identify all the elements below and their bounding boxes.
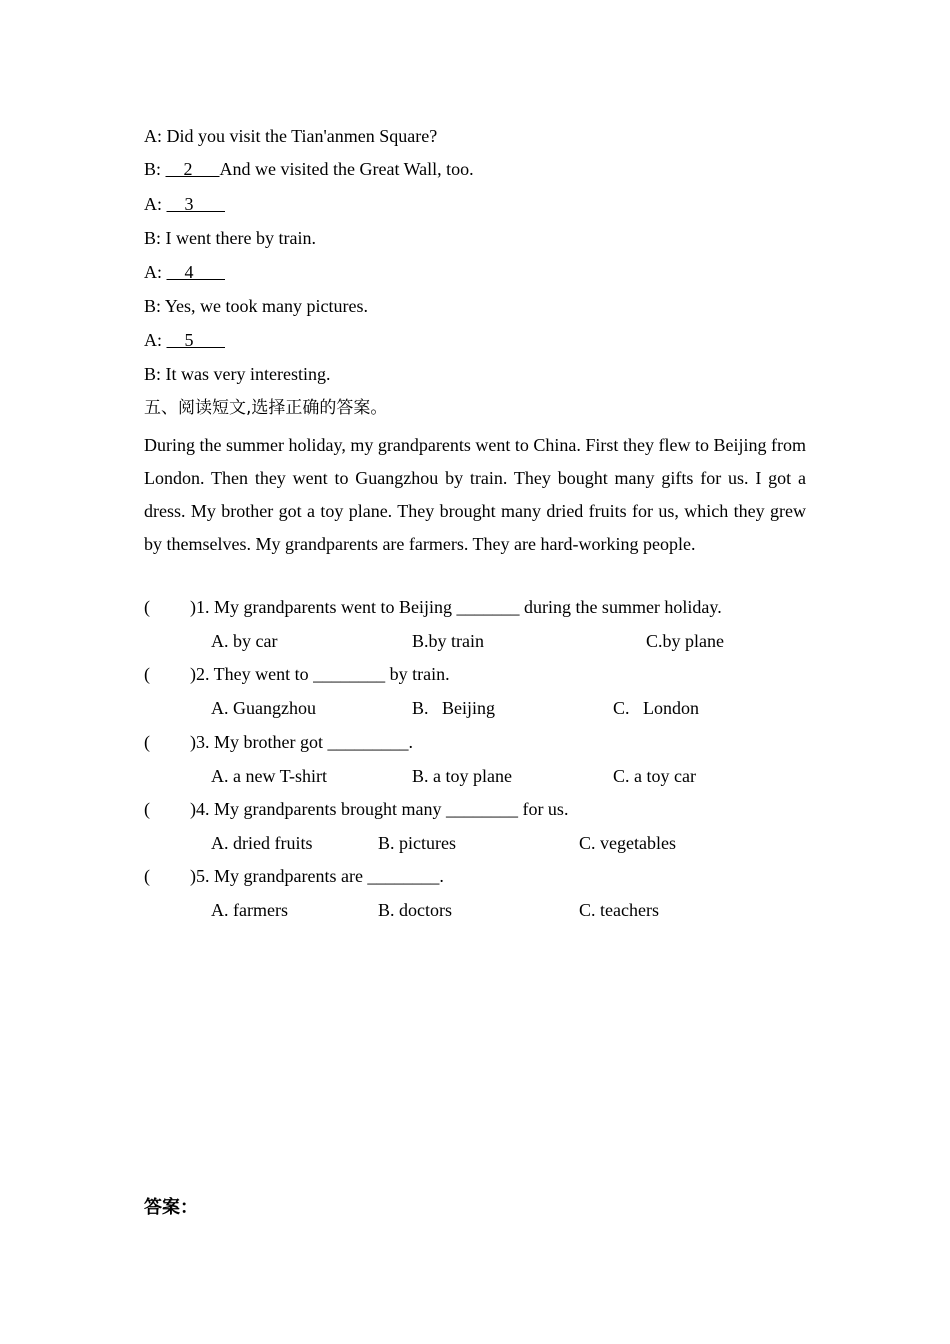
option-c: C. London xyxy=(613,698,700,718)
question-2 xyxy=(144,663,450,685)
option-b: B.by train xyxy=(412,631,484,651)
dialogue-line-7 xyxy=(144,329,225,351)
question-stem: )3. My brother got _________. xyxy=(190,732,413,752)
answer-heading: 答案： xyxy=(144,1197,198,1218)
question-4 xyxy=(144,798,568,820)
option-a: A. Guangzhou xyxy=(211,698,316,718)
dialogue-speaker: B: xyxy=(144,159,166,179)
dialogue-line-1: A: Did you visit the Tian'anmen Square? xyxy=(144,126,438,146)
dialogue-line-5 xyxy=(144,261,225,283)
dialogue-speaker: A: xyxy=(144,194,167,214)
answer-paren: ( xyxy=(144,664,150,684)
option-b: B. Beijing xyxy=(412,698,496,718)
dialogue-text: And we visited the Great Wall, too. xyxy=(219,159,474,179)
dialogue-line-2 xyxy=(144,158,474,180)
dialogue-line-4: B: I went there by train. xyxy=(144,228,316,248)
option-b: B. doctors xyxy=(378,900,452,920)
question-stem: )1. My grandparents went to Beijing _______ during the summer holiday. xyxy=(190,597,722,617)
option-a: A. a new T-shirt xyxy=(211,766,327,786)
answer-blank-2: 2 xyxy=(165,159,220,179)
question-5 xyxy=(144,865,444,887)
section-heading: 五、阅读短文,选择正确的答案。 xyxy=(144,398,388,418)
option-a: A. dried fruits xyxy=(211,833,313,853)
answer-paren: ( xyxy=(144,799,150,819)
dialogue-speaker: A: xyxy=(144,330,167,350)
option-c: C.by plane xyxy=(646,631,724,651)
option-c: C. a toy car xyxy=(613,766,696,786)
question-stem: )2. They went to ________ by train. xyxy=(190,664,450,684)
dialogue-line-8: B: It was very interesting. xyxy=(144,364,331,384)
reading-passage: During the summer holiday, my grandparents went to China. First they flew to Beijing from London. Then they went to Guangzhou by train. They bought many gifts for us. I got a dress. My brother got a toy plane. They brought many dried fruits for us, which they grew by themselves. My grandparents are farmers. They are hard-working people. xyxy=(144,435,806,554)
option-c: C. vegetables xyxy=(579,833,676,853)
question-3 xyxy=(144,731,413,753)
dialogue-line-3 xyxy=(144,193,225,215)
dialogue-speaker: A: xyxy=(144,262,167,282)
answer-paren: ( xyxy=(144,866,150,886)
answer-blank-3: 3 xyxy=(166,194,225,214)
question-stem: )5. My grandparents are ________. xyxy=(190,866,444,886)
question-1 xyxy=(144,596,722,618)
option-a: A. farmers xyxy=(211,900,288,920)
option-a: A. by car xyxy=(211,631,278,651)
answer-blank-4: 4 xyxy=(166,262,225,282)
question-stem: )4. My grandparents brought many ________ for us. xyxy=(190,799,569,819)
answer-blank-5: 5 xyxy=(166,330,225,350)
answer-paren: ( xyxy=(144,732,150,752)
dialogue-line-6: B: Yes, we took many pictures. xyxy=(144,296,368,316)
option-b: B. a toy plane xyxy=(412,766,512,786)
option-c: C. teachers xyxy=(579,900,659,920)
option-b: B. pictures xyxy=(378,833,456,853)
answer-paren: ( xyxy=(144,597,150,617)
